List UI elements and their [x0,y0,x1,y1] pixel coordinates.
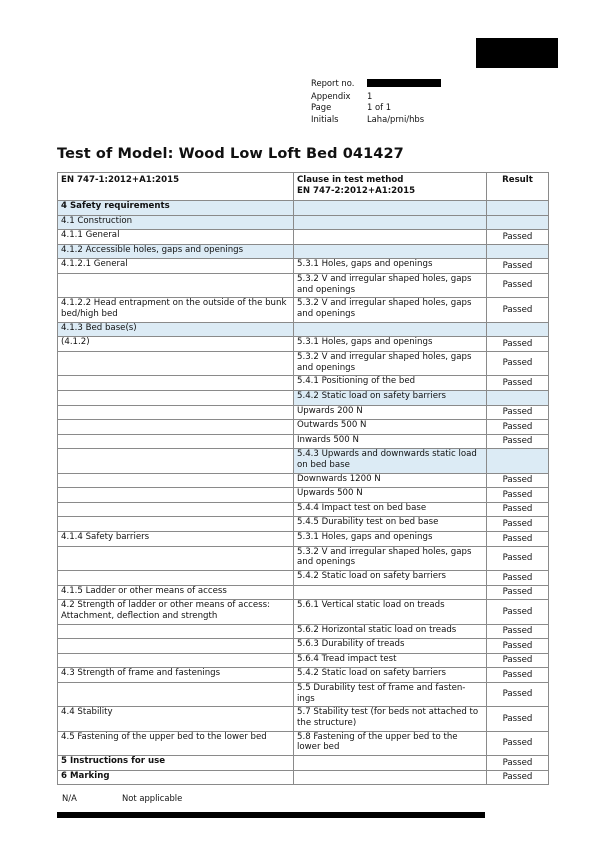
requirement-cell [58,405,294,420]
requirement-cell [58,351,294,375]
clause-cell: 5.4.2 Static load on safety barriers [294,668,487,683]
meta-label: Report no. [311,78,355,88]
requirement-cell [58,488,294,503]
result-cell: Passed [487,668,549,683]
requirement-cell: (4.1.2) [58,337,294,352]
table-row [58,488,549,503]
clause-cell: 5.3.2 V and irregular shaped holes, gaps and openings [294,351,487,375]
redaction-block-bottom [57,812,485,818]
result-cell: Passed [487,571,549,586]
clause-cell: 5.4.1 Positioning of the bed [294,376,487,391]
clause-cell: 5.3.1 Holes, gaps and openings [294,259,487,274]
requirement-cell: 4.1.2.2 Head entrapment on the outside of the bunk bed/high bed [58,298,294,322]
result-cell [487,215,549,230]
clause-cell: 5.6.2 Horizontal static load on treads [294,624,487,639]
clause-cell: Downwards 1200 N [294,473,487,488]
requirement-cell: 4.1.2 Accessible holes, gaps and openings [58,244,294,259]
clause-cell: 5.3.1 Holes, gaps and openings [294,337,487,352]
test-results-table [57,172,549,785]
meta-label: Appendix [311,90,351,101]
clause-cell: 5.3.1 Holes, gaps and openings [294,532,487,547]
table-row [58,405,549,420]
legend-text: Not applicable [122,793,183,803]
requirement-cell [58,376,294,391]
table-row [58,420,549,435]
result-cell: Passed [487,298,549,322]
table-row [58,770,549,785]
result-cell: Passed [487,731,549,755]
result-cell: Passed [487,683,549,707]
result-cell [487,390,549,405]
result-cell: Passed [487,405,549,420]
table-row [58,683,549,707]
clause-cell: Inwards 500 N [294,434,487,449]
clause-cell: Outwards 500 N [294,420,487,435]
table-row [58,376,549,391]
table-row [58,259,549,274]
requirement-cell: 4.5 Fastening of the upper bed to the lower bed [58,731,294,755]
clause-cell [294,230,487,245]
requirement-cell: 4.1 Construction [58,215,294,230]
result-cell: Passed [487,639,549,654]
requirement-cell: 4.1.4 Safety barriers [58,532,294,547]
clause-cell [294,756,487,771]
requirement-cell [58,390,294,405]
clause-cell: 5.6.3 Durability of treads [294,639,487,654]
header-clause: Clause in test method EN 747-2:2012+A1:2015 [294,173,487,201]
requirement-cell [58,546,294,570]
result-cell: Passed [487,546,549,570]
clause-cell [294,322,487,337]
result-cell [487,201,549,216]
table-row [58,585,549,600]
table-row [58,322,549,337]
result-cell [487,244,549,259]
result-cell: Passed [487,434,549,449]
result-cell: Passed [487,770,549,785]
result-cell: Passed [487,585,549,600]
table-row [58,624,549,639]
result-cell: Passed [487,273,549,297]
table-row [58,449,549,473]
table-row [58,546,549,570]
result-cell: Passed [487,502,549,517]
requirement-cell [58,420,294,435]
clause-cell: 5.4.2 Static load on safety barriers [294,571,487,586]
clause-cell: 5.3.2 V and irregular shaped holes, gaps and openings [294,298,487,322]
result-cell [487,322,549,337]
result-cell: Passed [487,259,549,274]
requirement-cell: 5 Instructions for use [58,756,294,771]
clause-cell: 5.3.2 V and irregular shaped holes, gaps and openings [294,273,487,297]
meta-label: Page [311,102,332,112]
result-cell: Passed [487,756,549,771]
redaction-report-no [367,79,441,87]
table-row [58,390,549,405]
table-row [58,571,549,586]
requirement-cell: 4.3 Strength of frame and fastenings [58,668,294,683]
meta-value: Laha/prni/hbs [367,113,425,124]
header-result: Result [487,173,549,201]
clause-cell: 5.6.4 Tread impact test [294,653,487,668]
meta-initials [311,114,441,126]
requirement-cell: 4.1.1 General [58,230,294,245]
requirement-cell [58,639,294,654]
legend-abbreviation: N/A [62,793,77,803]
page-title: Test of Model: Wood Low Loft Bed 041427 [57,146,404,162]
table-row [58,668,549,683]
clause-cell: 5.4.4 Impact test on bed base [294,502,487,517]
table-row [58,201,549,216]
table-body [58,201,549,785]
requirement-cell: 4.4 Stability [58,707,294,731]
requirement-cell [58,653,294,668]
table-row [58,434,549,449]
table-row [58,230,549,245]
clause-cell: 5.4.5 Durability test on bed base [294,517,487,532]
requirement-cell: 4.1.2.1 General [58,259,294,274]
requirement-cell [58,624,294,639]
table-row [58,731,549,755]
result-cell: Passed [487,420,549,435]
table-row [58,707,549,731]
table-row [58,532,549,547]
result-cell: Passed [487,532,549,547]
result-cell: Passed [487,230,549,245]
clause-cell: 5.5 Durability test of frame and fasten-ings [294,683,487,707]
result-cell: Passed [487,351,549,375]
meta-page [311,102,441,114]
table-row [58,473,549,488]
requirement-cell [58,571,294,586]
result-cell: Passed [487,600,549,624]
table-header-row [58,173,549,201]
clause-cell: Upwards 200 N [294,405,487,420]
table-row [58,273,549,297]
redaction-block-top [476,38,558,68]
requirement-cell: 6 Marking [58,770,294,785]
clause-cell: 5.3.2 V and irregular shaped holes, gaps and openings [294,546,487,570]
clause-cell: 5.4.3 Upwards and downwards static load on bed base [294,449,487,473]
table-row [58,653,549,668]
table-row [58,298,549,322]
result-cell: Passed [487,653,549,668]
requirement-cell [58,502,294,517]
requirement-cell [58,273,294,297]
requirement-cell: 4 Safety requirements [58,201,294,216]
table-row [58,215,549,230]
clause-cell [294,215,487,230]
requirement-cell [58,683,294,707]
requirement-cell: 4.1.3 Bed base(s) [58,322,294,337]
requirement-cell [58,473,294,488]
header-standard: EN 747-1:2012+A1:2015 [58,173,294,201]
table-row [58,337,549,352]
clause-cell [294,770,487,785]
result-cell: Passed [487,707,549,731]
legend [62,793,182,803]
table-row [58,756,549,771]
clause-cell [294,244,487,259]
meta-appendix [311,91,441,103]
meta-value: 1 of 1 [367,102,392,112]
requirement-cell: 4.2 Strength of ladder or other means of access: Attachment, deflection and strength [58,600,294,624]
requirement-cell [58,434,294,449]
result-cell: Passed [487,624,549,639]
clause-cell [294,585,487,600]
clause-cell [294,201,487,216]
table-row [58,502,549,517]
meta-value: 1 [367,90,373,101]
table-row [58,244,549,259]
result-cell [487,449,549,473]
clause-cell: 5.7 Stability test (for beds not attached to the structure) [294,707,487,731]
report-meta [311,78,441,125]
meta-report-no [311,78,441,91]
clause-cell: 5.4.2 Static load on safety barriers [294,390,487,405]
meta-label: Initials [311,113,339,124]
result-cell: Passed [487,337,549,352]
clause-cell: Upwards 500 N [294,488,487,503]
requirement-cell [58,449,294,473]
requirement-cell: 4.1.5 Ladder or other means of access [58,585,294,600]
table-row [58,639,549,654]
requirement-cell [58,517,294,532]
result-cell: Passed [487,376,549,391]
table-row [58,600,549,624]
table-row [58,517,549,532]
clause-cell: 5.8 Fastening of the upper bed to the lower bed [294,731,487,755]
result-cell: Passed [487,473,549,488]
clause-cell: 5.6.1 Vertical static load on treads [294,600,487,624]
table-row [58,351,549,375]
result-cell: Passed [487,517,549,532]
result-cell: Passed [487,488,549,503]
meta-value [367,78,441,91]
